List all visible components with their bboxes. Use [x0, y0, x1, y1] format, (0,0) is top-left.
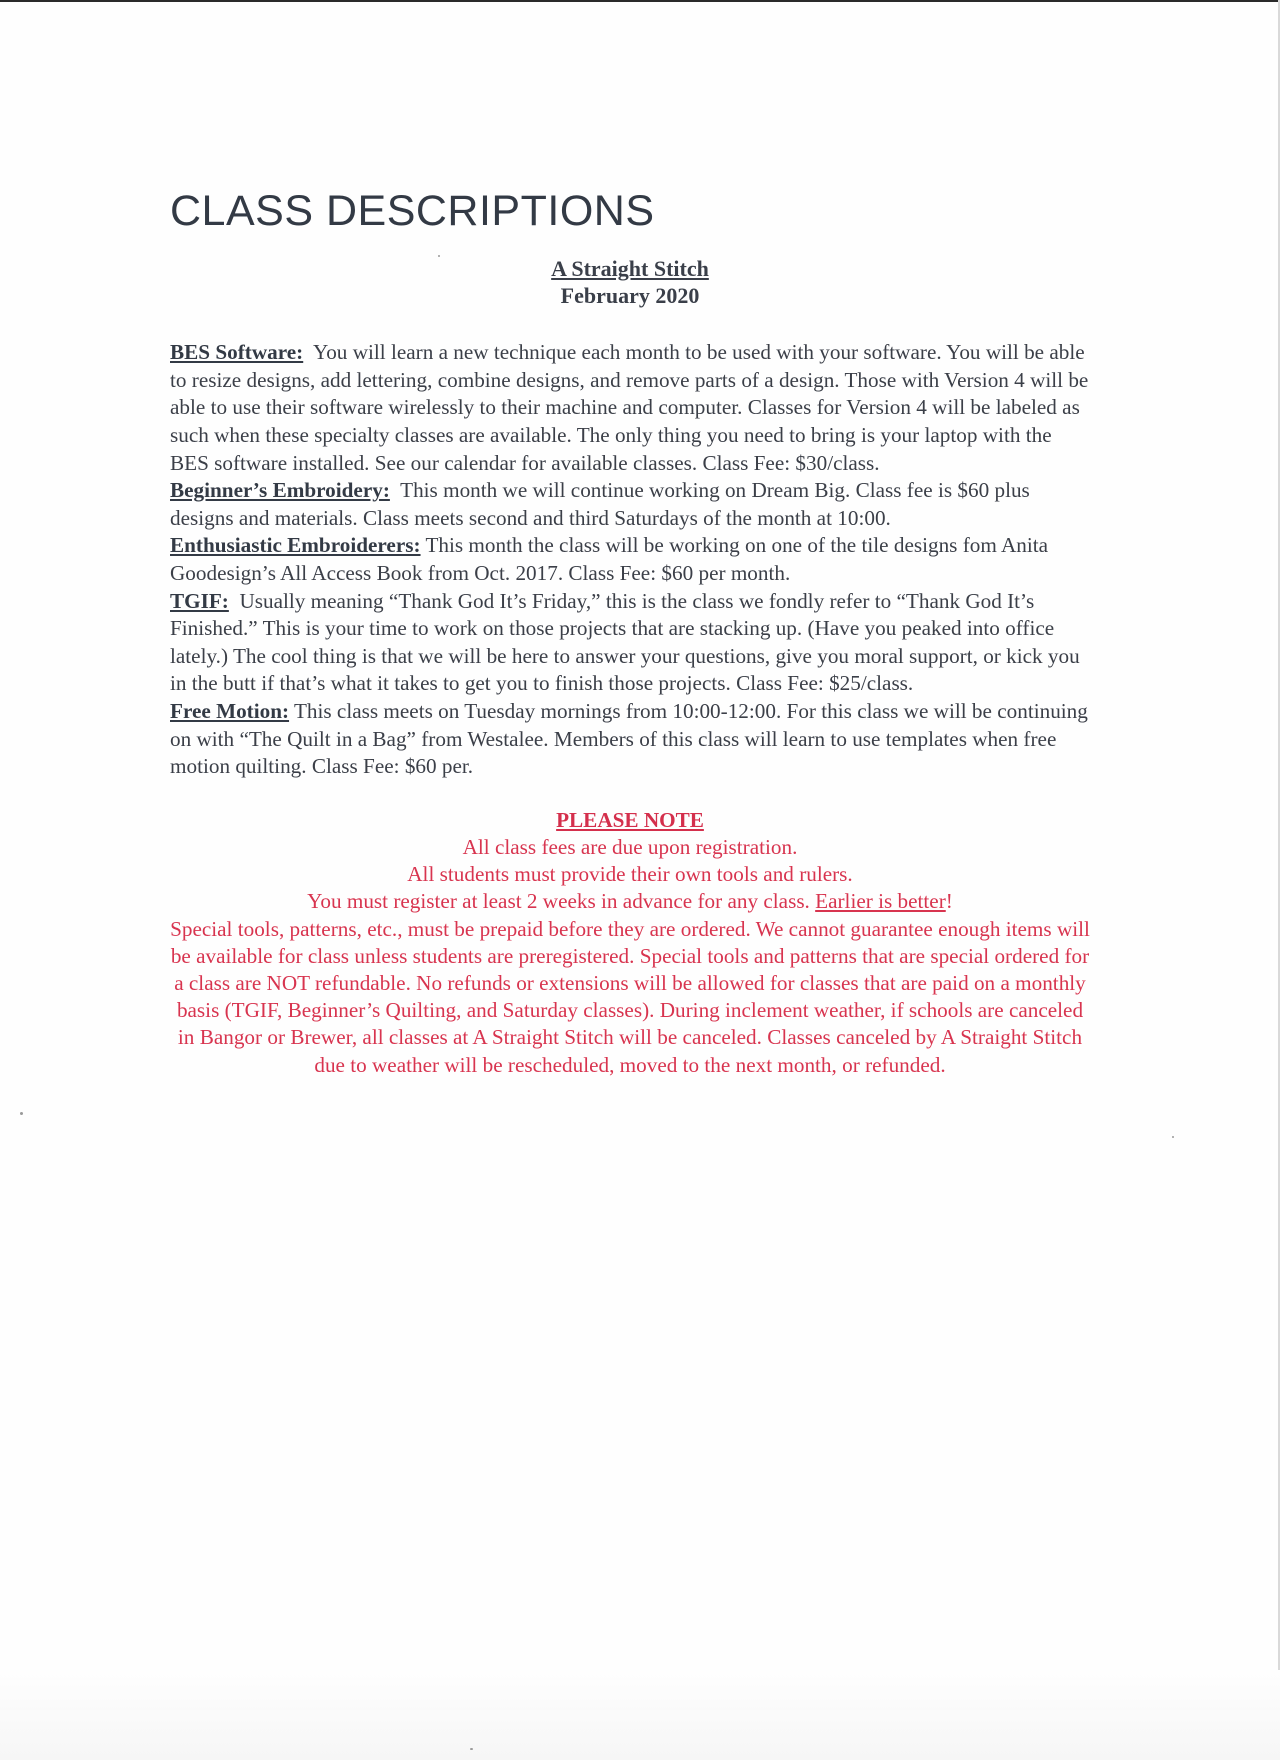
notice-heading: PLEASE NOTE: [556, 807, 704, 832]
class-entry-enthusiastic-embroiderers: [170, 532, 1090, 587]
shop-name: A Straight Stitch: [551, 256, 709, 282]
class-name: Beginner’s Embroidery:: [170, 478, 390, 503]
scan-top-edge: [0, 0, 1280, 2]
class-name: Enthusiastic Embroiderers:: [170, 533, 421, 558]
scan-speck: [470, 1748, 473, 1750]
class-name: Free Motion:: [170, 699, 290, 724]
notice-emphasis: Earlier is better: [815, 889, 946, 914]
class-entry-bes-software: [170, 339, 1090, 477]
scan-speck: [1172, 1136, 1174, 1138]
notice-line: [170, 888, 1090, 915]
notice-text: You must register at least 2 weeks in advance for any class.: [307, 889, 816, 914]
class-descriptions: [170, 339, 1090, 781]
class-name: BES Software:: [170, 340, 304, 365]
class-description: Usually meaning “Thank God It’s Friday,” this is the class we fondly refer to “Thank God It’s Finished.” This is your time to work on those projects that are stacking up. (Have you peaked into office lately.) The cool thing is that we will be here to answer your questions, give you moral support, or kick you in the butt if that’s what it takes to get you to finish those projects. Class Fee: $25/class.: [170, 588, 1080, 696]
notice-body: Special tools, patterns, etc., must be prepaid before they are ordered. We cannot guarantee enough items will be available for class unless students are preregistered. Special tools and patterns that are special ordered for a class are NOT refundable. No refunds or extensions will be allowed for classes that are paid on a monthly basis (TGIF, Beginner’s Quilting, and Saturday classes). During inclement weather, if schools are canceled in Bangor or Brewer, all classes at A Straight Stitch will be canceled. Classes canceled by A Straight Stitch due to weather will be rescheduled, moved to the next month, or refunded.: [170, 916, 1090, 1077]
document-header: [170, 255, 1090, 309]
document-date: February 2020: [560, 283, 700, 309]
class-description: This class meets on Tuesday mornings from 10:00-12:00. For this class we will be continuing on with “The Quilt in a Bag” from Westalee. Members of this class will learn to use templates when free motion quilting. Class Fee: $60 per.: [170, 699, 1088, 779]
class-entry-free-motion: [170, 698, 1090, 781]
notice-line: All students must provide their own tools and rulers.: [407, 862, 853, 887]
class-description: This month we will continue working on Dream Big. Class fee is $60 plus designs and materials. Class meets second and third Saturdays of the month at 10:00.: [170, 478, 1030, 530]
document-content: [170, 188, 1090, 1079]
class-description: You will learn a new technique each month to be used with your software. You will be able to resize designs, add lettering, combine designs, and remove parts of a design. Those with Version 4 will be able to use their software wirelessly to their machine and computer. Classes for Version 4 will be labeled as such when these specialty classes are available. The only thing you need to bring is your laptop with the BES software installed. See our calendar for available classes. Class Fee: $30/class.: [170, 340, 1089, 475]
class-name: TGIF:: [170, 588, 229, 613]
class-entry-beginners-embroidery: [170, 477, 1090, 532]
class-entry-tgif: [170, 588, 1090, 698]
notice-text: !: [945, 889, 953, 914]
page-title: CLASS DESCRIPTIONS: [170, 187, 655, 235]
scan-speck: [20, 1112, 23, 1115]
class-description: This month the class will be working on one of the tile designs fom Anita Goodesign’s All Access Book from Oct. 2017. Class Fee: $60 per month.: [170, 533, 1049, 586]
notice-line: All class fees are due upon registration.: [462, 835, 798, 859]
scan-bottom-shade: [0, 1670, 1280, 1760]
please-note-section: [170, 807, 1090, 1079]
